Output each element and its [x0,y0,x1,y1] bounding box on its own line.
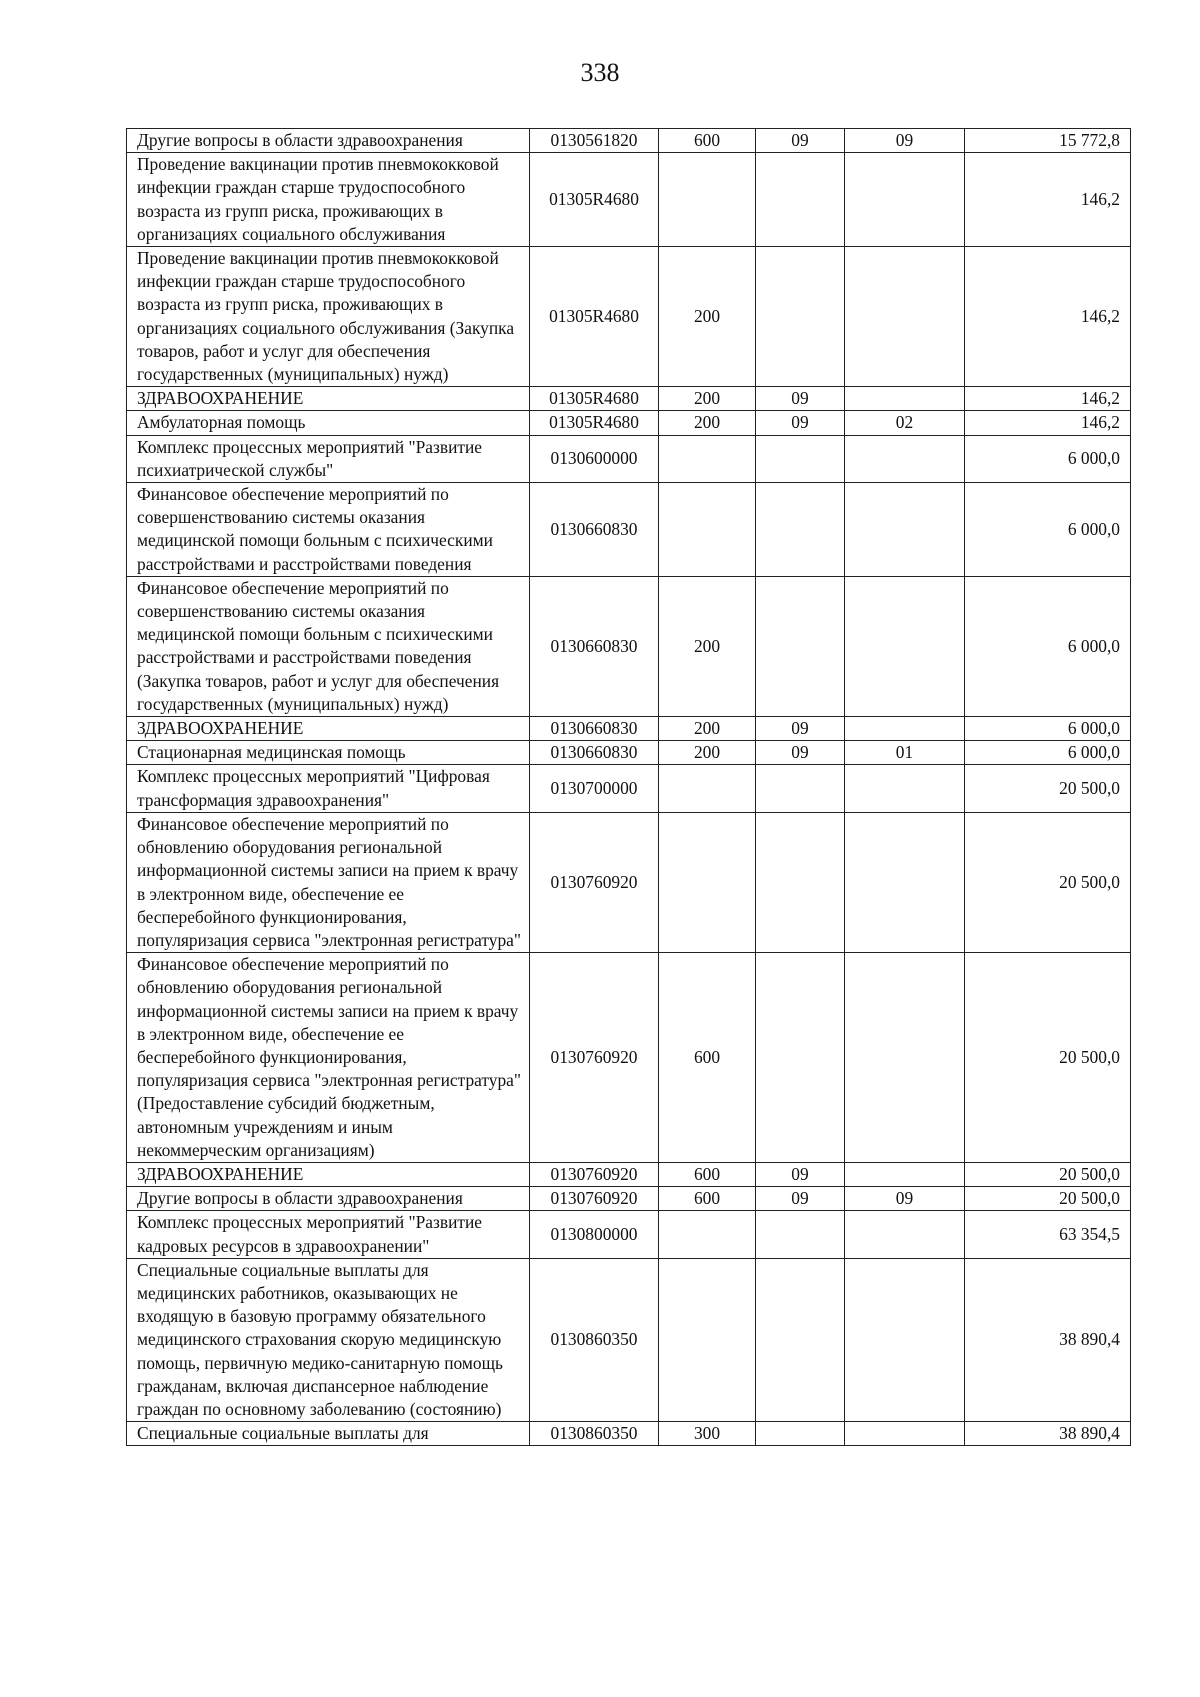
row-subsection-code [845,576,965,716]
row-section-code: 09 [756,717,845,741]
row-amount: 6 000,0 [965,717,1131,741]
row-name: Финансовое обеспечение мероприятий по совершенствованию системы оказания медицинской помощи больным с психическими расстройствами и расстройствами поведения [127,483,530,577]
table-row [127,435,1131,482]
row-subsection-code [845,1162,965,1186]
row-subsection-code [845,1422,965,1446]
row-section-code: 09 [756,129,845,153]
row-amount: 146,2 [965,411,1131,435]
row-target-article-code: 0130860350 [530,1258,659,1421]
row-section-code [756,1258,845,1421]
row-expense-type-code: 600 [659,953,756,1163]
row-expense-type-code: 200 [659,387,756,411]
row-section-code [756,953,845,1163]
row-section-code: 09 [756,1187,845,1211]
row-subsection-code [845,717,965,741]
table-row [127,576,1131,716]
row-amount: 6 000,0 [965,741,1131,765]
row-target-article-code: 01305R4680 [530,153,659,247]
row-target-article-code: 0130760920 [530,1162,659,1186]
table-row [127,765,1131,812]
row-amount: 146,2 [965,387,1131,411]
row-subsection-code [845,1258,965,1421]
row-amount: 20 500,0 [965,812,1131,952]
row-name: Комплекс процессных мероприятий "Развитие кадровых ресурсов в здравоохранении" [127,1211,530,1258]
table-row [127,247,1131,387]
budget-table-body [127,129,1131,1446]
row-subsection-code [845,247,965,387]
table-row [127,1422,1131,1446]
row-name: ЗДРАВООХРАНЕНИЕ [127,717,530,741]
row-name: Специальные социальные выплаты для [127,1422,530,1446]
row-subsection-code [845,953,965,1163]
row-name: Финансовое обеспечение мероприятий по обновлению оборудования региональной информационной системы записи на прием к врачу в электронном виде, обеспечение ее бесперебойного функционирования, популяризация сервиса "электронная регистратура" (Предоставление субсидий бюджетным, автономным учреждениям и иным некоммерческим организациям) [127,953,530,1163]
row-section-code [756,1211,845,1258]
row-target-article-code: 0130760920 [530,953,659,1163]
row-target-article-code: 0130600000 [530,435,659,482]
row-target-article-code: 01305R4680 [530,247,659,387]
row-expense-type-code: 200 [659,576,756,716]
row-name: Амбулаторная помощь [127,411,530,435]
row-expense-type-code [659,765,756,812]
row-subsection-code: 09 [845,1187,965,1211]
row-subsection-code [845,765,965,812]
row-name: Другие вопросы в области здравоохранения [127,129,530,153]
table-row [127,387,1131,411]
row-subsection-code [845,387,965,411]
row-amount: 6 000,0 [965,483,1131,577]
row-expense-type-code [659,1211,756,1258]
row-name: Проведение вакцинации против пневмококковой инфекции граждан старше трудоспособного возраста из групп риска, проживающих в организациях социального обслуживания (Закупка товаров, работ и услуг для обеспечения государственных (муниципальных) нужд) [127,247,530,387]
row-name: Стационарная медицинская помощь [127,741,530,765]
table-row [127,812,1131,952]
row-name: Комплекс процессных мероприятий "Цифровая трансформация здравоохранения" [127,765,530,812]
row-target-article-code: 0130660830 [530,483,659,577]
row-subsection-code: 09 [845,129,965,153]
table-row [127,717,1131,741]
table-row [127,953,1131,1163]
row-name: Проведение вакцинации против пневмококковой инфекции граждан старше трудоспособного возраста из групп риска, проживающих в организациях социального обслуживания [127,153,530,247]
row-section-code: 09 [756,387,845,411]
table-row [127,1187,1131,1211]
row-amount: 38 890,4 [965,1258,1131,1421]
row-subsection-code [845,483,965,577]
row-expense-type-code [659,1258,756,1421]
table-row [127,153,1131,247]
row-target-article-code: 0130760920 [530,1187,659,1211]
row-target-article-code: 0130760920 [530,812,659,952]
row-name: ЗДРАВООХРАНЕНИЕ [127,1162,530,1186]
row-expense-type-code [659,812,756,952]
row-expense-type-code: 200 [659,247,756,387]
table-row [127,1162,1131,1186]
row-amount: 6 000,0 [965,435,1131,482]
row-name: Финансовое обеспечение мероприятий по обновлению оборудования региональной информационной системы записи на прием к врачу в электронном виде, обеспечение ее бесперебойного функционирования, популяризация сервиса "электронная регистратура" [127,812,530,952]
row-subsection-code: 01 [845,741,965,765]
row-section-code: 09 [756,411,845,435]
row-target-article-code: 0130660830 [530,717,659,741]
row-amount: 15 772,8 [965,129,1131,153]
row-expense-type-code: 600 [659,1162,756,1186]
row-amount: 6 000,0 [965,576,1131,716]
row-name: ЗДРАВООХРАНЕНИЕ [127,387,530,411]
row-section-code [756,435,845,482]
row-target-article-code: 01305R4680 [530,411,659,435]
row-section-code [756,812,845,952]
row-amount: 146,2 [965,153,1131,247]
page-number: 338 [580,58,620,87]
row-amount: 146,2 [965,247,1131,387]
row-name: Другие вопросы в области здравоохранения [127,1187,530,1211]
row-expense-type-code [659,483,756,577]
row-expense-type-code: 300 [659,1422,756,1446]
row-expense-type-code: 200 [659,741,756,765]
row-section-code [756,247,845,387]
row-name: Комплекс процессных мероприятий "Развитие психиатрической службы" [127,435,530,482]
row-expense-type-code: 600 [659,1187,756,1211]
table-row [127,741,1131,765]
row-name: Финансовое обеспечение мероприятий по совершенствованию системы оказания медицинской помощи больным с психическими расстройствами и расстройствами поведения (Закупка товаров, работ и услуг для обеспечения государственных (муниципальных) нужд) [127,576,530,716]
table-row [127,1211,1131,1258]
row-subsection-code: 02 [845,411,965,435]
row-target-article-code: 0130860350 [530,1422,659,1446]
budget-table [126,128,1131,1446]
row-subsection-code [845,1211,965,1258]
row-amount: 20 500,0 [965,953,1131,1163]
row-amount: 20 500,0 [965,1187,1131,1211]
row-expense-type-code [659,153,756,247]
row-target-article-code: 0130800000 [530,1211,659,1258]
row-target-article-code: 0130561820 [530,129,659,153]
row-subsection-code [845,812,965,952]
row-target-article-code: 0130660830 [530,741,659,765]
row-section-code [756,765,845,812]
row-amount: 20 500,0 [965,765,1131,812]
row-section-code [756,153,845,247]
row-target-article-code: 0130700000 [530,765,659,812]
row-target-article-code: 01305R4680 [530,387,659,411]
row-expense-type-code: 200 [659,411,756,435]
row-amount: 63 354,5 [965,1211,1131,1258]
row-section-code [756,483,845,577]
row-name: Специальные социальные выплаты для медицинских работников, оказывающих не входящую в базовую программу обязательного медицинского страхования скорую медицинскую помощь, первичную медико-санитарную помощь гражданам, включая диспансерное наблюдение граждан по основному заболеванию (состоянию) [127,1258,530,1421]
row-section-code: 09 [756,741,845,765]
row-expense-type-code [659,435,756,482]
table-row [127,129,1131,153]
row-section-code [756,576,845,716]
row-amount: 38 890,4 [965,1422,1131,1446]
table-row [127,483,1131,577]
row-amount: 20 500,0 [965,1162,1131,1186]
row-subsection-code [845,153,965,247]
table-row [127,1258,1131,1421]
row-target-article-code: 0130660830 [530,576,659,716]
row-subsection-code [845,435,965,482]
row-section-code [756,1422,845,1446]
row-expense-type-code: 200 [659,717,756,741]
row-section-code: 09 [756,1162,845,1186]
table-row [127,411,1131,435]
row-expense-type-code: 600 [659,129,756,153]
